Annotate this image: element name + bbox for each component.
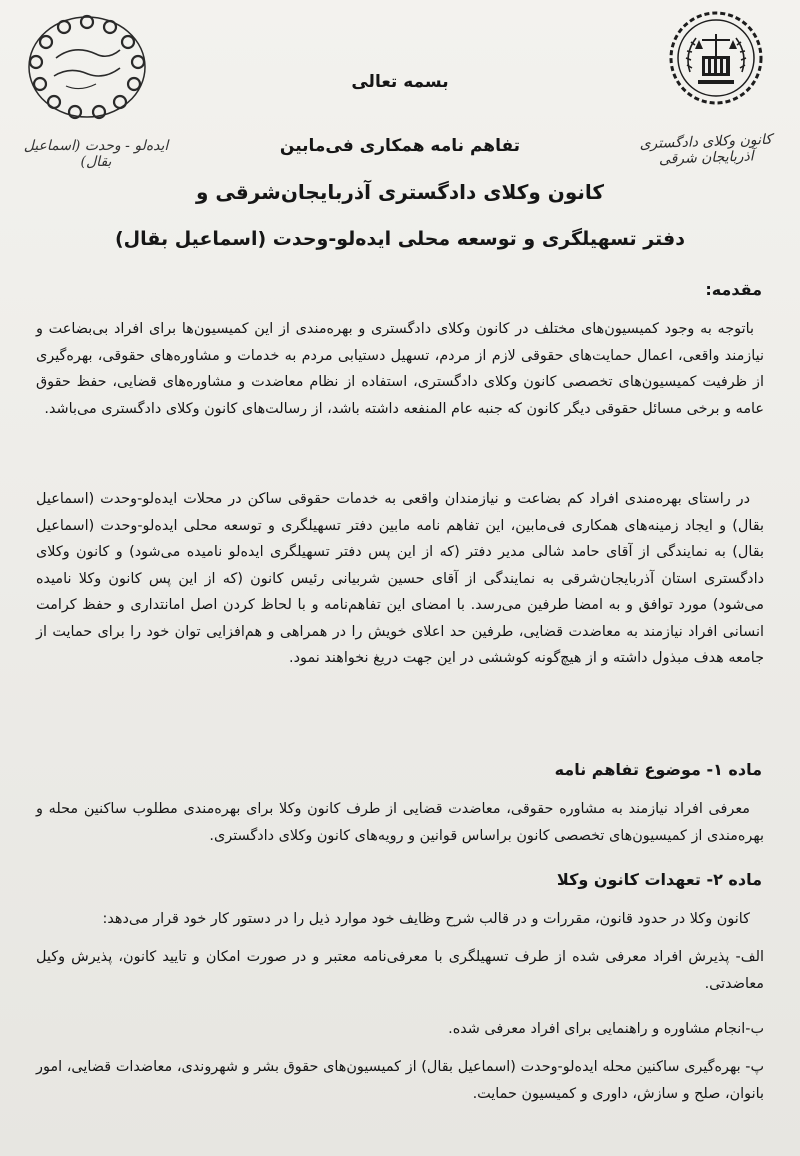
bismillah-heading: بسمه تعالی — [351, 72, 449, 92]
facilitation-office-seal-icon — [26, 14, 148, 120]
introduction-heading: مقدمه: — [705, 280, 762, 299]
bar-association-seal-caption: کانون وکلای دادگستری آذربایجان شرقی — [639, 131, 773, 168]
document-title-line-3: دفتر تسهیلگری و توسعه محلی ایده‌لو-وحدت (اسماعیل بقال) — [115, 228, 685, 250]
article-1-paragraph: معرفی افراد نیازمند به مشاوره حقوقی، معاضدت قضایی از طرف کانون وکلا برای بهره‌مندی مطلوب ساکنین محله و بهره‌مندی از کمیسیون‌های تخصصی کانون براساس قوانین و رویه‌های کانون وکلای دادگستری. — [36, 801, 764, 844]
bar-association-seal-icon — [668, 10, 764, 106]
document-title-line-2: کانون وکلای دادگستری آذربایجان‌شرقی و — [195, 180, 605, 204]
article-2-intro: کانون وکلا در حدود قانون، مقررات و در قالب شرح وظایف خود موارد ذیل را در دستور کار خود قرار می‌دهد: — [102, 911, 750, 927]
preamble-paragraph: در راستای بهره‌مندی افراد کم بضاعت و نیازمندان واقعی به خدمات حقوقی ساکن در محلات ایده‌لو-وحدت (اسماعیل بقال) و ایجاد زمینه‌های همکاری فی‌مابین، این تفاهم نامه مابین دفتر تسهیلگری و توسعه محلی ایده‌لو-وحدت (اسماعیل بقال) به نمایندگی از آقای حامد شالی مدیر دفتر (که از این پس دفتر تسهیلگری ایده‌لو نامیده می‌شود) و کانون وکلای دادگستری استان آذربایجان‌شرقی به نمایندگی از آقای حسین شربیانی رئیس کانون (که از این پس کانون وکلا نامیده می‌شود) مورد توافق و به امضا طرفین می‌رسد. با امضای این تفاهم‌نامه و با لحاظ کردن اصل امانتداری و حفظ کرامت انسانی افراد نیازمند به معاضدت قضایی، طرفین حد اعلای خویش را در همراهی و هم‌افزایی توان خود را برای حمایت از جامعه هدف مبذول داشته و از هیچ‌گونه کوششی در این جهت دریغ نخواهند نمود. — [36, 491, 764, 666]
facilitation-office-seal-caption: ایده‌لو - وحدت (اسماعیل بقال) — [23, 138, 169, 170]
article-2-heading: ماده ۲- تعهدات کانون وکلا — [556, 870, 762, 889]
article-2-item-b: ب-انجام مشاوره و راهنمایی برای افراد معرفی شده. — [448, 1021, 764, 1037]
article-2-item-a: الف- پذیرش افراد معرفی شده از طرف تسهیلگری با معرفی‌نامه معتبر و در صورت امکان و تایید کانون، پذیرش وکیل معاضدتی. — [36, 949, 764, 992]
document-title-line-1: تفاهم نامه همکاری فی‌مابین — [279, 136, 521, 156]
article-1-heading: ماده ۱- موضوع تفاهم نامه — [554, 760, 762, 779]
article-2-item-c: پ- بهره‌گیری ساکنین محله ایده‌لو-وحدت (اسماعیل بقال) از کمیسیون‌های حقوق بشر و شهروندی، معاضدات قضایی، امور بانوان، صلح و سازش، داوری و کمیسیون حمایت. — [36, 1059, 764, 1102]
introduction-paragraph: باتوجه به وجود کمیسیون‌های مختلف در کانون وکلای دادگستری و بهره‌مندی از این کمیسیون‌ها برای افراد بی‌بضاعت و نیازمند واقعی، اعمال حمایت‌های حقوقی لازم از مردم، تسهیل دستیابی مردم به خدمات و مشاوره‌های حقوقی، بهره‌گیری از ظرفیت کمیسیون‌های تخصصی کانون وکلای دادگستری، استفاده از نظام معاضدت و مشاوره‌های قضایی، حفظ حقوق عامه و برخی مسائل حقوقی دیگر کانون که جنبه عام المنفعه داشته باشد، از رسالت‌های کانون وکلای دادگستری می‌باشد. — [36, 321, 764, 417]
